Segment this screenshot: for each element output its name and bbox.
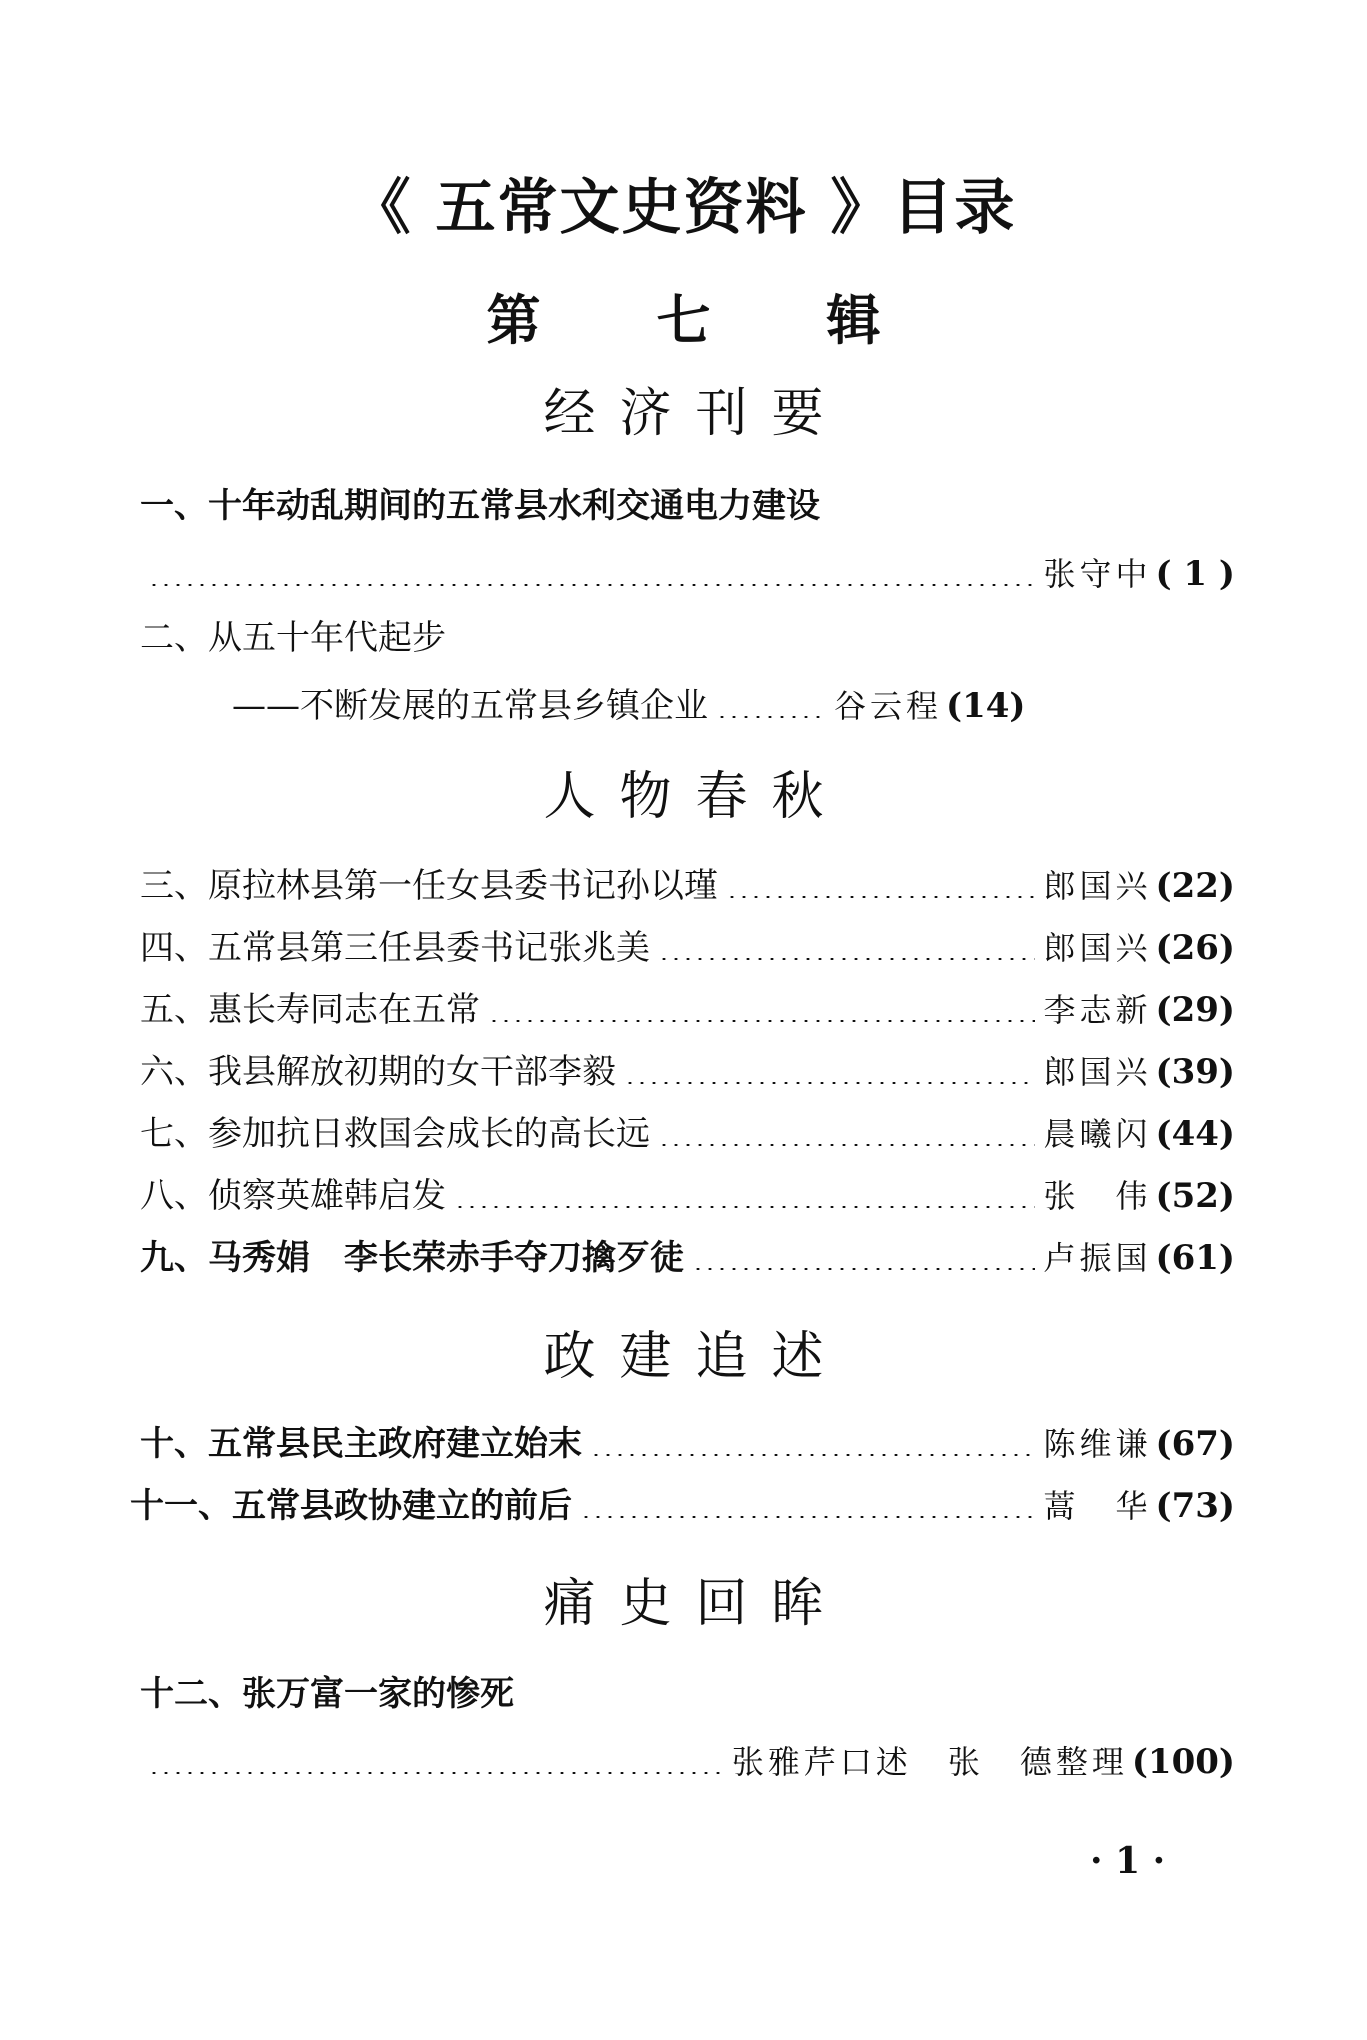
volume-char: 七 bbox=[656, 288, 711, 352]
section-char: 痛 bbox=[543, 1574, 596, 1634]
section-char: 人 bbox=[543, 767, 596, 827]
toc-entry bbox=[140, 1170, 1235, 1220]
section-char: 刊 bbox=[695, 384, 748, 444]
section-char: 眸 bbox=[771, 1574, 824, 1634]
entry-page: (44) bbox=[1155, 1114, 1235, 1154]
entry-author: 郎国兴 bbox=[1043, 867, 1152, 905]
entry-page: (52) bbox=[1155, 1176, 1235, 1216]
page-number: · 1 · bbox=[1090, 1840, 1166, 1882]
entry-author: 谷云程 bbox=[834, 687, 943, 725]
leader-dots bbox=[148, 584, 1035, 586]
section-char: 政 bbox=[543, 1327, 596, 1387]
section-char: 物 bbox=[619, 767, 672, 827]
entry-author: 张 伟 bbox=[1043, 1177, 1152, 1215]
toc-entry bbox=[140, 480, 1235, 530]
section-char: 建 bbox=[619, 1327, 672, 1387]
entry-author: 卢振国 bbox=[1043, 1239, 1152, 1277]
leader-dots bbox=[726, 896, 1035, 898]
leader-dots bbox=[658, 958, 1035, 960]
toc-entry bbox=[130, 1480, 1235, 1530]
toc-entry bbox=[140, 1418, 1235, 1468]
entry-page: (61) bbox=[1155, 1238, 1235, 1278]
section-char: 史 bbox=[619, 1574, 672, 1634]
entry-title: 八、侦察英雄韩启发 bbox=[140, 1176, 446, 1216]
leader-dots bbox=[590, 1454, 1035, 1456]
entry-author: 蒿 华 bbox=[1043, 1487, 1152, 1525]
toc-entry-continuation bbox=[140, 1736, 1235, 1786]
section-char: 秋 bbox=[771, 767, 824, 827]
entry-title: 一、十年动乱期间的五常县水利交通电力建设 bbox=[140, 486, 820, 526]
leader-dots bbox=[716, 716, 826, 718]
entry-title: 四、五常县第三任县委书记张兆美 bbox=[140, 928, 650, 968]
entry-page: (29) bbox=[1155, 990, 1235, 1030]
entry-title: 三、原拉林县第一任女县委书记孙以瑾 bbox=[140, 866, 718, 906]
leader-dots bbox=[658, 1144, 1035, 1146]
entry-subtitle: ——不断发展的五常县乡镇企业 bbox=[232, 686, 708, 726]
toc-entry bbox=[140, 1046, 1235, 1096]
section-heading bbox=[0, 1325, 1367, 1389]
entry-title: 十、五常县民主政府建立始末 bbox=[140, 1424, 582, 1464]
toc-entry bbox=[140, 1232, 1235, 1282]
section-char: 经 bbox=[543, 384, 596, 444]
entry-author: 郎国兴 bbox=[1043, 929, 1152, 967]
entry-title: 十二、张万富一家的惨死 bbox=[140, 1674, 514, 1714]
toc-entry bbox=[140, 922, 1235, 972]
entry-page: (100) bbox=[1131, 1742, 1235, 1782]
volume-heading bbox=[0, 285, 1367, 355]
toc-entry-continuation bbox=[140, 548, 1235, 598]
entry-title: 十一、五常县政协建立的前后 bbox=[130, 1486, 572, 1526]
leader-dots bbox=[148, 1772, 724, 1774]
entry-page: (73) bbox=[1155, 1486, 1235, 1526]
toc-entry bbox=[140, 984, 1235, 1034]
leader-dots bbox=[692, 1268, 1035, 1270]
page-title: 《 五常文史资料 》目录 bbox=[350, 173, 1017, 243]
entry-author: 张守中 bbox=[1043, 555, 1152, 593]
section-char: 追 bbox=[695, 1327, 748, 1387]
entry-title: 六、我县解放初期的女干部李毅 bbox=[140, 1052, 616, 1092]
entry-page: (26) bbox=[1155, 928, 1235, 968]
toc-entry-continuation bbox=[232, 680, 1235, 730]
entry-title: 七、参加抗日救国会成长的高长远 bbox=[140, 1114, 650, 1154]
entry-author: 陈维谦 bbox=[1043, 1425, 1152, 1463]
leader-dots bbox=[580, 1516, 1035, 1518]
leader-dots bbox=[624, 1082, 1035, 1084]
entry-title: 二、从五十年代起步 bbox=[140, 618, 446, 658]
entry-page: (22) bbox=[1155, 866, 1235, 906]
entry-title: 五、惠长寿同志在五常 bbox=[140, 990, 480, 1030]
toc-entry bbox=[140, 612, 1235, 662]
volume-char: 第 bbox=[486, 288, 541, 352]
leader-dots bbox=[454, 1206, 1035, 1208]
toc-entry bbox=[140, 1108, 1235, 1158]
entry-page: (14) bbox=[946, 686, 1026, 726]
entry-author: 郎国兴 bbox=[1043, 1053, 1152, 1091]
entry-page: ( 1 ) bbox=[1155, 554, 1235, 594]
section-heading bbox=[0, 765, 1367, 829]
section-char: 济 bbox=[619, 384, 672, 444]
leader-dots bbox=[488, 1020, 1035, 1022]
section-char: 回 bbox=[695, 1574, 748, 1634]
toc-entry bbox=[140, 860, 1235, 910]
entry-page: (39) bbox=[1155, 1052, 1235, 1092]
section-heading bbox=[0, 382, 1367, 446]
entry-author: 晨曦闪 bbox=[1043, 1115, 1152, 1153]
toc-entry bbox=[140, 1668, 1235, 1718]
section-char: 要 bbox=[771, 384, 824, 444]
section-heading bbox=[0, 1572, 1367, 1636]
entry-title: 九、马秀娟 李长荣赤手夺刀擒歹徒 bbox=[140, 1238, 684, 1278]
section-char: 述 bbox=[771, 1327, 824, 1387]
volume-char: 辑 bbox=[826, 288, 881, 352]
entry-author: 张雅芹口述 张 德整理 bbox=[731, 1743, 1128, 1781]
entry-page: (67) bbox=[1155, 1424, 1235, 1464]
entry-author: 李志新 bbox=[1043, 991, 1152, 1029]
section-char: 春 bbox=[695, 767, 748, 827]
